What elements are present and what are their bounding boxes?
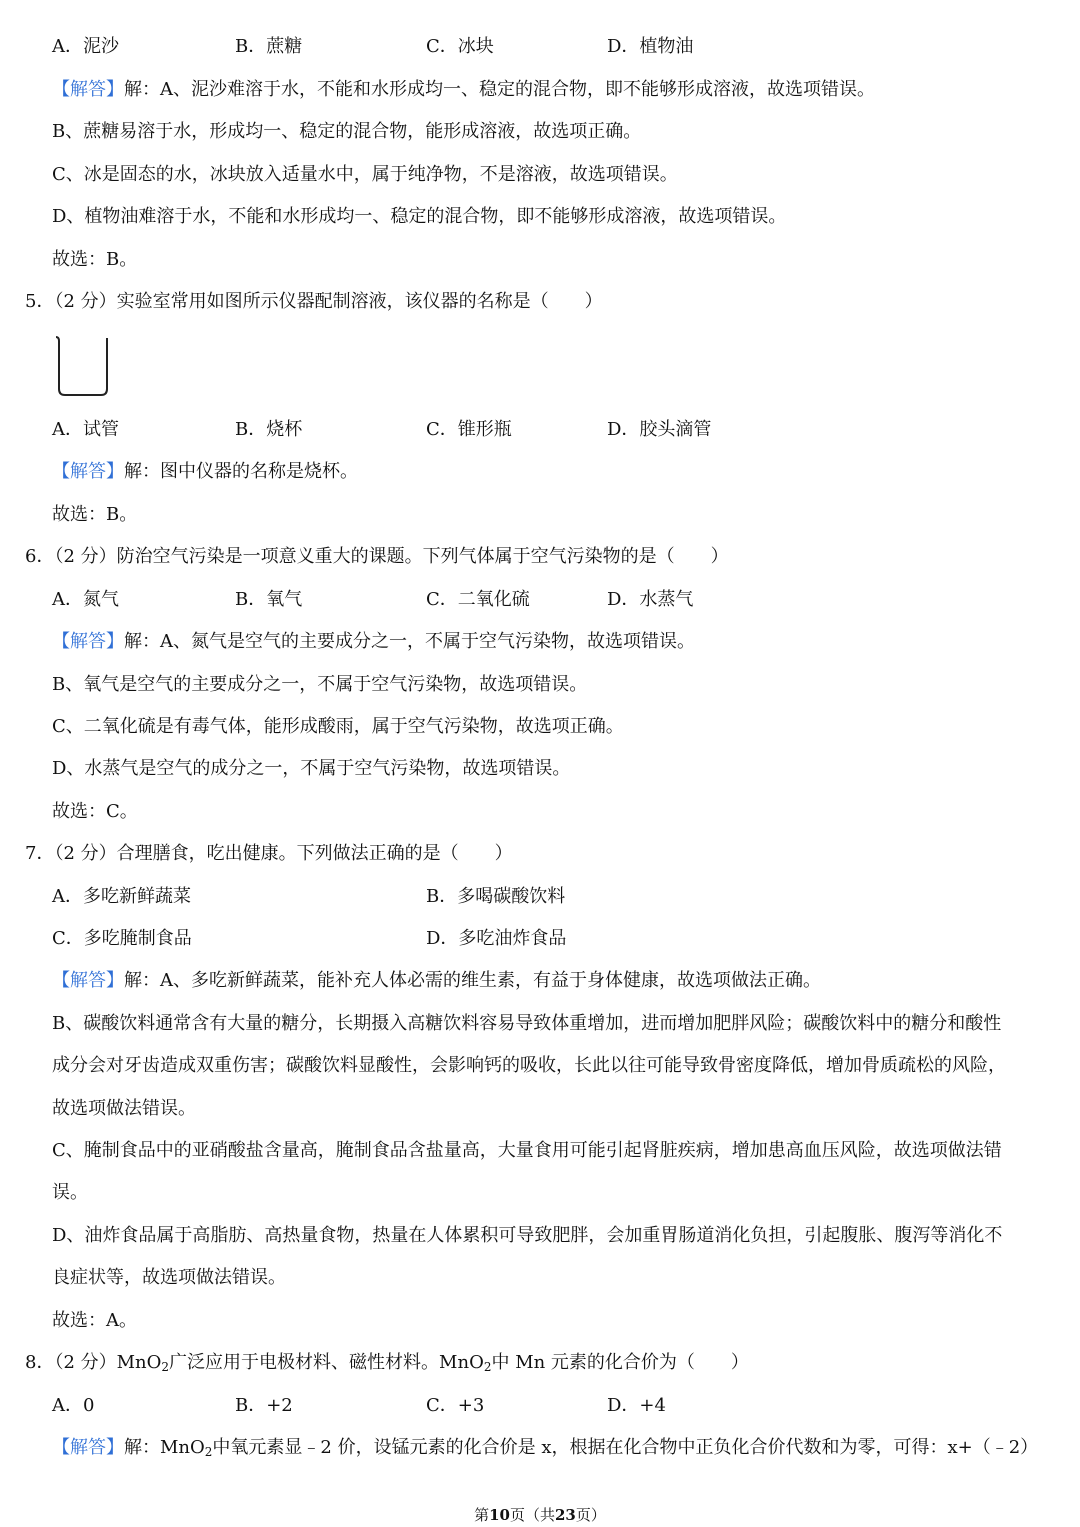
q4-answer-line-2: B、蔗糖易溶于水，形成均一、稳定的混合物，能形成溶液，故选项正确。 xyxy=(52,121,642,142)
page-footer: 第10页（共23页） xyxy=(474,1506,606,1524)
q6-answer-line-1: 【解答】解：A、氮气是空气的主要成分之一，不属于空气污染物，故选项错误。 xyxy=(52,631,695,652)
q8-option-b: B．+2 xyxy=(235,1395,293,1416)
q6-answer-line-2: B、氧气是空气的主要成分之一，不属于空气污染物，故选项错误。 xyxy=(52,674,588,695)
beaker-figure xyxy=(54,335,112,399)
q6-answer-line-3: C、二氧化硫是有毒气体，能形成酸雨，属于空气污染物，故选项正确。 xyxy=(52,716,624,737)
q7-answer-line-6: 误。 xyxy=(52,1182,88,1203)
q4-option-c: C．冰块 xyxy=(426,36,494,57)
q8-option-d: D．+4 xyxy=(607,1395,666,1416)
q7-answer-line-2: B、碳酸饮料通常含有大量的糖分，长期摄入高糖饮料容易导致体重增加，进而增加肥胖风险；碳酸饮料中的糖分和酸性 xyxy=(52,1013,1002,1034)
q7-option-c: C．多吃腌制食品 xyxy=(52,928,192,949)
q7-answer-line-7: D、油炸食品属于高脂肪、高热量食物，热量在人体累积可导致肥胖，会加重胃肠道消化负担，引起腹胀、腹泻等消化不 xyxy=(52,1225,1003,1246)
q6-option-d: D．水蒸气 xyxy=(607,589,694,610)
q5-option-c: C．锥形瓶 xyxy=(426,419,512,440)
q7-answer-line-1: 【解答】解：A、多吃新鲜蔬菜，能补充人体必需的维生素，有益于身体健康，故选项做法正确。 xyxy=(52,970,821,991)
q4-option-d: D．植物油 xyxy=(607,36,694,57)
q7-question: 7．（2 分）合理膳食，吃出健康。下列做法正确的是（ ） xyxy=(25,843,513,864)
page-total: 23 xyxy=(555,1506,576,1524)
q8-question: 8．（2 分）MnO$_2$广泛应用于电极材料、磁性材料。MnO$_2$中 Mn 元素的化合价为（ ） xyxy=(25,1352,749,1374)
q4-answer-line-4: D、植物油难溶于水，不能和水形成均一、稳定的混合物，即不能够形成溶液，故选项错误。 xyxy=(52,206,787,227)
q6-option-b: B．氧气 xyxy=(235,589,303,610)
q5-answer-line-1: 【解答】解：图中仪器的名称是烧杯。 xyxy=(52,461,358,482)
q6-answer-line-4: D、水蒸气是空气的成分之一，不属于空气污染物，故选项错误。 xyxy=(52,758,571,779)
answer-tag: 【解答】 xyxy=(52,79,124,100)
answer-tag: 【解答】 xyxy=(52,1437,124,1458)
q7-option-a: A．多吃新鲜蔬菜 xyxy=(52,886,191,907)
q7-answer-line-8: 良症状等，故选项做法错误。 xyxy=(52,1267,286,1288)
page-number: 10 xyxy=(489,1506,510,1524)
q4-option-a: A．泥沙 xyxy=(52,36,119,57)
q5-option-a: A．试管 xyxy=(52,419,119,440)
q6-answer-choice: 故选：C。 xyxy=(52,801,138,822)
q4-answer-line-3: C、冰是固态的水，冰块放入适量水中，属于纯净物，不是溶液，故选项错误。 xyxy=(52,164,678,185)
answer-tag: 【解答】 xyxy=(52,631,124,652)
q6-question: 6．（2 分）防治空气污染是一项意义重大的课题。下列气体属于空气污染物的是（ ） xyxy=(25,546,729,567)
q5-option-d: D．胶头滴管 xyxy=(607,419,712,440)
q5-answer-choice: 故选：B。 xyxy=(52,504,138,525)
q6-option-c: C．二氧化硫 xyxy=(426,589,530,610)
q7-option-d: D．多吃油炸食品 xyxy=(426,928,567,949)
answer-tag: 【解答】 xyxy=(52,970,124,991)
q5-question: 5．（2 分）实验室常用如图所示仪器配制溶液，该仪器的名称是（ ） xyxy=(25,291,603,312)
q6-option-a: A．氮气 xyxy=(52,589,119,610)
q7-answer-line-4: 故选项做法错误。 xyxy=(52,1098,196,1119)
q8-option-a: A．0 xyxy=(52,1395,95,1416)
q5-option-b: B．烧杯 xyxy=(235,419,303,440)
q4-answer-line-1: 【解答】解：A、泥沙难溶于水，不能和水形成均一、稳定的混合物，即不能够形成溶液，故选项错误。 xyxy=(52,79,875,100)
q8-answer-line-1: 【解答】解：MnO$_2$中氧元素显﹣2 价，设锰元素的化合价是 x，根据在化合物中正负化合价代数和为零，可得：x+（﹣2） xyxy=(52,1437,1039,1459)
q7-option-b: B．多喝碳酸饮料 xyxy=(426,886,566,907)
answer-tag: 【解答】 xyxy=(52,461,124,482)
q4-answer-choice: 故选：B。 xyxy=(52,249,138,270)
q7-answer-line-5: C、腌制食品中的亚硝酸盐含量高，腌制食品含盐量高，大量食用可能引起肾脏疾病，增加患高血压风险，故选项做法错 xyxy=(52,1140,1002,1161)
q4-option-b: B．蔗糖 xyxy=(235,36,303,57)
q7-answer-line-3: 成分会对牙齿造成双重伤害；碳酸饮料显酸性，会影响钙的吸收，长此以往可能导致骨密度降低，增加骨质疏松的风险， xyxy=(52,1055,1006,1076)
q7-answer-choice: 故选：A。 xyxy=(52,1310,137,1331)
q8-option-c: C．+3 xyxy=(426,1395,485,1416)
